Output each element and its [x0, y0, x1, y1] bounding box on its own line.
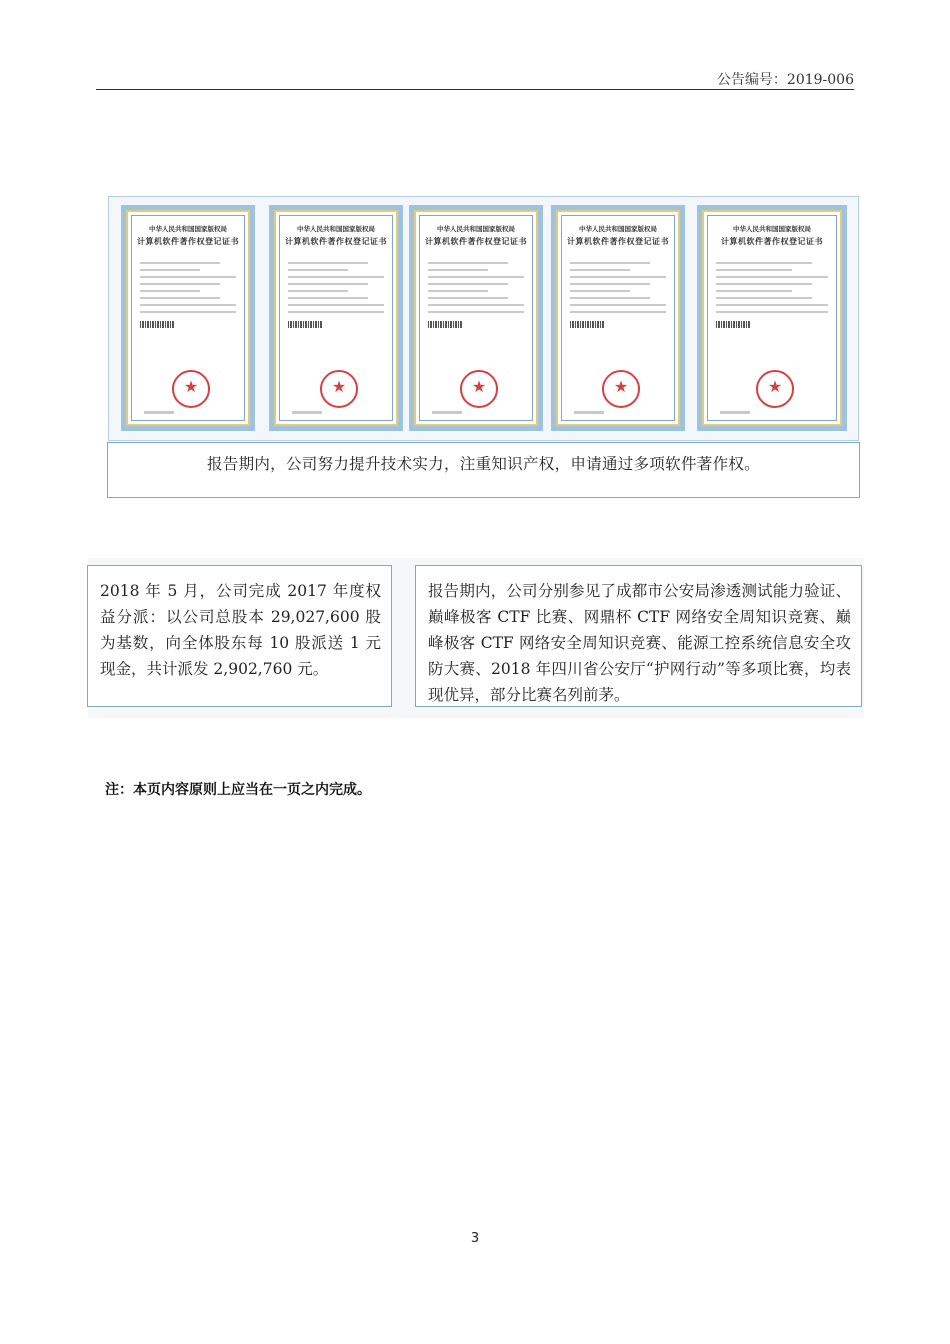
certificate-image [697, 205, 847, 431]
official-seal-icon [172, 370, 210, 408]
official-seal-icon [602, 370, 640, 408]
dividend-text: 2018 年 5 月，公司完成 2017 年度权益分派：以公司总股本 29,027,600 股为基数，向全体股东每 10 股派送 1 元现金，共计派发 2,902,760 元。 [100, 582, 381, 678]
certificate-title: 计算机软件著作权登记证书 [721, 237, 823, 246]
certificate-title: 计算机软件著作权登记证书 [285, 237, 387, 246]
barcode-icon [716, 321, 750, 328]
certificate-issuer: 中华人民共和国国家版权局 [733, 225, 811, 233]
certificate-issuer: 中华人民共和国国家版权局 [149, 225, 227, 233]
official-seal-icon [320, 370, 358, 408]
certificate-image [121, 205, 255, 431]
dividend-box [87, 565, 392, 707]
certificate-image [551, 205, 685, 431]
certificate-gallery [108, 196, 859, 441]
certificate-issuer: 中华人民共和国国家版权局 [437, 225, 515, 233]
certificate-caption-box [107, 442, 860, 498]
page-note: 注：本页内容原则上应当在一页之内完成。 [105, 782, 371, 798]
certificate-caption: 报告期内，公司努力提升技术实力，注重知识产权，申请通过多项软件著作权。 [206, 455, 760, 473]
certificate-title: 计算机软件著作权登记证书 [137, 237, 239, 246]
competitions-box [415, 565, 862, 707]
barcode-icon [288, 321, 322, 328]
announcement-number: 公告编号：2019-006 [716, 72, 854, 88]
barcode-icon [140, 321, 174, 328]
competitions-text: 报告期内，公司分别参见了成都市公安局渗透测试能力验证、巅峰极客 CTF 比赛、网鼎杯 CTF 网络安全周知识竞赛、巅峰极客 CTF 网络安全周知识竞赛、能源工控系统信息安全攻防大赛、2018 年四川省公安厅“护网行动”等多项比赛，均表现优异，部分比赛名列前茅。 [428, 582, 851, 704]
official-seal-icon [460, 370, 498, 408]
header-divider [96, 89, 854, 90]
certificate-title: 计算机软件著作权登记证书 [567, 237, 669, 246]
certificate-image [409, 205, 543, 431]
certificate-issuer: 中华人民共和国国家版权局 [297, 225, 375, 233]
barcode-icon [570, 321, 604, 328]
certificate-image [269, 205, 403, 431]
certificate-issuer: 中华人民共和国国家版权局 [579, 225, 657, 233]
page-number: 3 [470, 1231, 480, 1246]
certificate-title: 计算机软件著作权登记证书 [425, 237, 527, 246]
barcode-icon [428, 321, 462, 328]
official-seal-icon [756, 370, 794, 408]
